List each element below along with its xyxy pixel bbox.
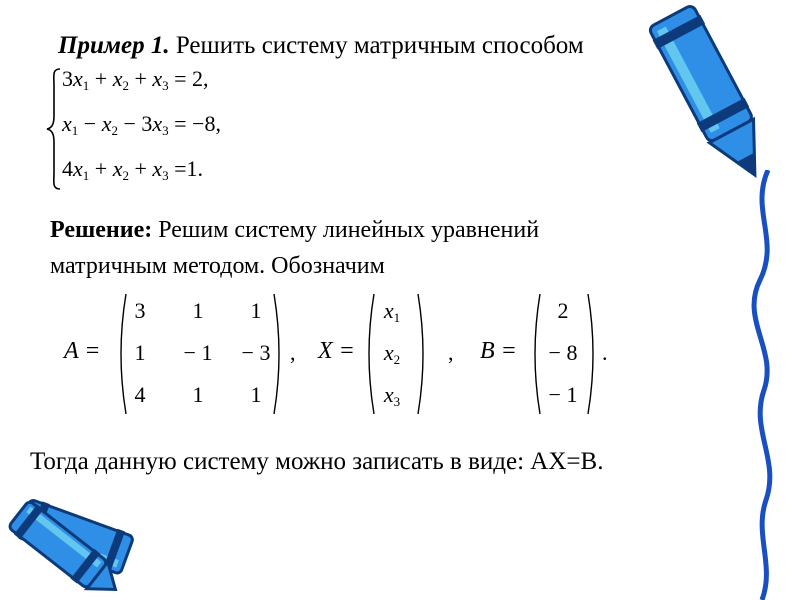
matrix-a-cell: − 1 [183, 340, 213, 365]
matrix-x-comma: , [448, 340, 454, 365]
matrix-a-cell: 1 [192, 298, 204, 323]
example-task: Решить систему матричным способом [169, 32, 584, 59]
wire-line [720, 170, 800, 600]
matrix-x-cell: $x_3$ [383, 382, 401, 409]
matrix-a-cell: 4 [134, 382, 146, 407]
matrix-b-cell: − 8 [548, 340, 578, 365]
matrix-b [480, 292, 620, 416]
crayon-icon [0, 500, 130, 600]
matrix-a-cell: 1 [250, 382, 262, 407]
matrix-b-period: . [602, 340, 608, 365]
conclusion-text: Тогда данную систему можно записать в виде: АХ=В. [30, 448, 604, 475]
equation-1: $3x_1 + x_2 + x_3 = 2$, [62, 66, 209, 93]
matrix-x-label: X = [318, 338, 355, 364]
example-title [58, 32, 584, 60]
matrix-x [318, 292, 458, 416]
matrix-a-label: A = [64, 338, 101, 364]
matrix-b-cell: − 1 [548, 382, 578, 407]
matrix-x-right-paren [416, 292, 430, 416]
matrix-x-cell: $x_1$ [383, 298, 401, 325]
solution-line-1: Решим систему линейных уравнений [152, 217, 540, 243]
matrix-a-right-paren [272, 292, 286, 416]
equation-system [44, 66, 324, 192]
matrix-a-cell: − 3 [241, 340, 271, 365]
matrix-x-cell: $x_2$ [383, 340, 401, 367]
matrix-a-cell: 1 [192, 382, 204, 407]
solution-line-2: матричным методом. Обозначим [50, 253, 385, 279]
matrix-b-right-paren [586, 292, 600, 416]
matrix-a-cell: 3 [134, 298, 146, 323]
matrix-a-comma: , [290, 340, 296, 365]
matrix-a-cell: 1 [250, 298, 262, 323]
equation-2: $x_1 - x_2 - 3x_3 = -8$, [62, 111, 221, 138]
solution-text [50, 212, 730, 284]
matrix-b-label: B = [480, 338, 517, 364]
example-label: Пример 1. [58, 32, 170, 59]
solution-label: Решение: [50, 217, 153, 243]
left-brace [44, 66, 64, 192]
equation-3: $4x_1 + x_2 + x_3 =1$. [62, 156, 204, 183]
matrix-b-cell: 2 [557, 298, 569, 323]
matrix-a [64, 292, 304, 416]
matrix-a-cell: 1 [134, 340, 146, 365]
